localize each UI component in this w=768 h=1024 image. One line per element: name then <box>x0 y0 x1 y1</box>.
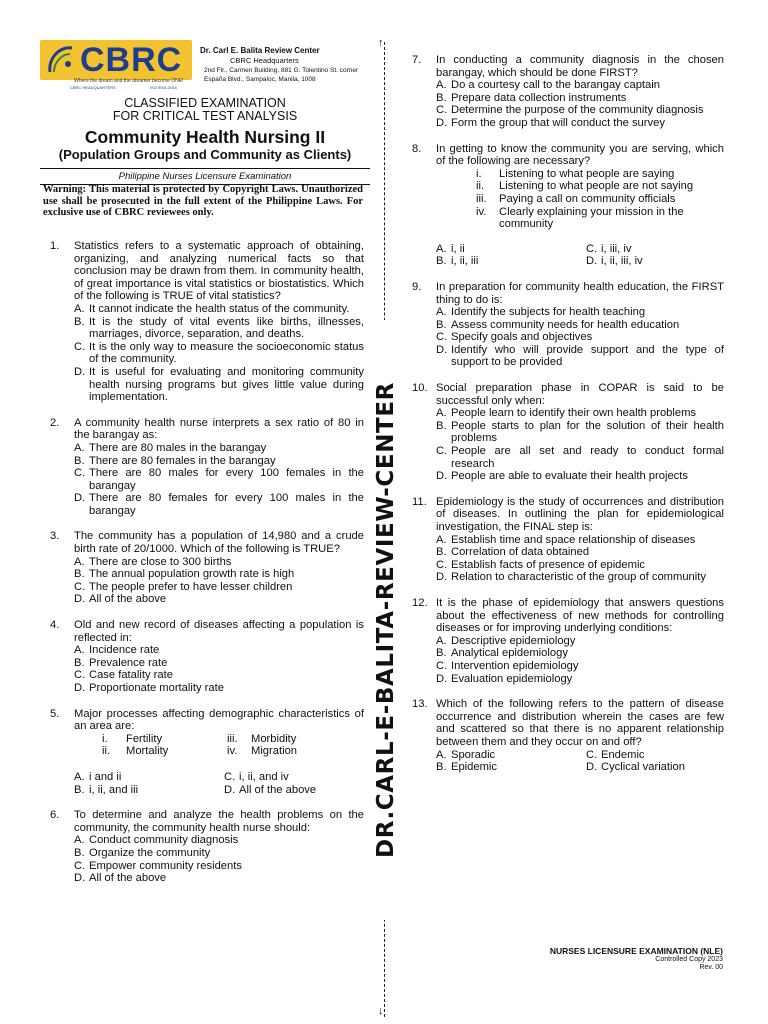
option-letter: C. <box>436 331 448 344</box>
option-letter: B. <box>436 546 447 559</box>
course-title: Community Health Nursing II <box>84 127 326 147</box>
logo-tagline: Where the dream and the dreamer become ONE! <box>74 78 184 84</box>
footer-rev: Rev. 00 <box>699 964 723 971</box>
answer-option <box>586 243 736 256</box>
question-number: 5. <box>50 707 60 720</box>
option-letter: A. <box>74 555 85 568</box>
roman-numeral: iii. <box>227 732 238 745</box>
option-text: All of the above <box>239 783 317 796</box>
option-text: There are 80 males for every 100 females in the barangay <box>89 467 364 492</box>
question-text: In preparation for community health education, the FIRST thing to do is: <box>436 280 724 306</box>
arrow-down-icon: ↓ <box>378 1005 384 1017</box>
option-text: Assess community needs for health education <box>451 318 680 331</box>
answer-option <box>74 568 364 581</box>
option-letter: D. <box>74 492 86 505</box>
option-text: Prepare data collection instruments <box>451 91 627 104</box>
option-letter: B. <box>436 91 447 104</box>
roman-numeral: ii. <box>476 180 485 193</box>
question-item <box>50 240 364 404</box>
question-text: Which of the following refers to the pattern of disease occurrence and distribution wherein the cases are few and scattered so that there is no apparent relationship between them and they occur on and off? <box>436 698 724 748</box>
option-text: Relation to characteristic of the group of community <box>451 571 706 584</box>
option-letter: B. <box>74 568 85 581</box>
answer-option <box>74 669 364 682</box>
roman-item <box>102 733 227 746</box>
option-text: Form the group that will conduct the survey <box>451 116 665 129</box>
title-rule <box>40 168 370 169</box>
question-number: 9. <box>412 280 422 293</box>
answer-option <box>436 761 586 774</box>
question-text: Epidemiology is the study of occurrences and distribution of diseases. In outlining the plan for epidemiological investigation, the FINAL step is: <box>436 495 724 533</box>
question-number: 6. <box>50 809 60 822</box>
answer-option <box>74 872 364 885</box>
question-item <box>412 281 724 369</box>
option-letter: B. <box>436 318 447 331</box>
answer-option <box>436 104 724 117</box>
option-text: Descriptive epidemiology <box>451 634 576 647</box>
option-letter: B. <box>436 761 447 774</box>
roman-numeral: i. <box>476 167 482 180</box>
roman-text: Morbidity <box>251 732 297 745</box>
option-letter: C. <box>74 340 86 353</box>
answer-grid <box>436 749 724 774</box>
option-text: i, ii <box>451 242 465 255</box>
answer-option <box>586 749 736 762</box>
answer-option <box>436 306 724 319</box>
answer-grid <box>74 771 364 796</box>
question-item <box>50 809 364 885</box>
answer-option <box>436 571 724 584</box>
option-text: All of the above <box>89 593 167 606</box>
spacer <box>436 231 724 243</box>
option-text: Epidemic <box>451 761 498 774</box>
answer-option <box>436 559 724 572</box>
footer-exam: NURSES LICENSURE EXAMINATION (NLE) <box>549 946 723 956</box>
option-letter: B. <box>436 255 447 268</box>
question-item <box>412 496 724 584</box>
option-text: Cyclical variation <box>601 761 685 774</box>
option-letter: B. <box>74 454 85 467</box>
option-text: i, ii, iii <box>451 255 479 268</box>
option-letter: C. <box>436 104 448 117</box>
option-letter: D. <box>436 672 448 685</box>
roman-text: Listening to what people are saying <box>499 167 675 180</box>
question-item <box>50 530 364 606</box>
answer-option <box>436 673 724 686</box>
answer-option <box>74 682 364 695</box>
option-letter: A. <box>436 306 447 319</box>
question-number: 8. <box>412 142 422 155</box>
option-text: Establish facts of presence of epidemic <box>451 558 646 571</box>
answer-option <box>436 749 586 762</box>
option-text: There are close to 300 births <box>89 555 232 568</box>
answer-option <box>436 420 724 445</box>
option-letter: D. <box>436 571 448 584</box>
option-letter: D. <box>74 365 86 378</box>
center-info <box>196 46 381 84</box>
option-text: i, ii, and iii <box>89 783 139 796</box>
option-letter: A. <box>74 770 85 783</box>
logo-swirl-icon <box>46 44 76 76</box>
option-text: i, ii, and iv <box>239 770 289 783</box>
answer-option <box>74 834 364 847</box>
option-text: People starts to plan for the solution of their health problems <box>451 419 724 445</box>
answer-option <box>436 243 586 256</box>
option-text: It is the study of vital events like births, illnesses, marriages, divorce, separation, and deaths. <box>89 315 364 341</box>
question-number: 10. <box>412 382 428 395</box>
question-item <box>412 597 724 685</box>
roman-text: Migration <box>251 745 298 758</box>
question-text: Major processes affecting demographic characteristics of an area are: <box>74 707 364 733</box>
option-letter: C. <box>224 770 236 783</box>
question-item <box>412 54 724 130</box>
option-text: i, ii, iii, iv <box>601 255 643 268</box>
option-text: All of the above <box>89 872 167 885</box>
question-item <box>50 708 364 797</box>
option-letter: A. <box>436 533 447 546</box>
answer-option <box>436 647 724 660</box>
question-text: The community has a population of 14,980 and a crude birth rate of 20/1000. Which of the following is TRUE? <box>74 530 364 556</box>
roman-numeral: iii. <box>476 192 487 205</box>
answer-option <box>74 771 224 784</box>
roman-numeral: i. <box>102 732 108 745</box>
option-letter: C. <box>74 669 86 682</box>
option-letter: B. <box>74 656 85 669</box>
answer-option <box>74 442 364 455</box>
option-text: Correlation of data obtained <box>451 546 590 559</box>
arrow-up-icon: ↑ <box>378 37 384 49</box>
answer-option <box>436 635 724 648</box>
question-text: Statistics refers to a systematic approach of obtaining, organizing, and analyzing numerical facts so that conclusion may be drawn from them. In community health, of great importance is vital statistics or biostatistics. Which of the following is TRUE of vital statistics? <box>74 240 364 303</box>
roman-numeral: iv. <box>227 745 238 758</box>
option-letter: C. <box>436 659 448 672</box>
option-letter: A. <box>436 407 447 420</box>
option-letter: D. <box>74 593 86 606</box>
option-letter: D. <box>436 343 448 356</box>
course-subtitle: (Population Groups and Community as Clients) <box>58 147 352 162</box>
option-letter: C. <box>436 558 448 571</box>
roman-item <box>227 745 377 758</box>
option-text: The annual population growth rate is high <box>89 568 295 581</box>
question-item <box>412 143 724 268</box>
question-number: 11. <box>412 495 427 508</box>
answer-option <box>74 455 364 468</box>
option-text: There are 80 males in the barangay <box>89 441 267 454</box>
logo-foot-right: ISO 9001:2015 <box>150 85 177 90</box>
answer-option <box>436 407 724 420</box>
cbrc-logo <box>40 40 192 90</box>
answer-option <box>74 467 364 492</box>
option-text: Endemic <box>601 748 645 761</box>
question-item <box>50 417 364 518</box>
option-letter: D. <box>436 470 448 483</box>
roman-text: Clearly explaining your mission in the community <box>499 205 684 231</box>
answer-option <box>74 657 364 670</box>
left-column <box>50 240 364 885</box>
answer-option <box>74 784 224 797</box>
option-text: Do a courtesy call to the barangay captain <box>451 79 660 92</box>
center-name: Dr. Carl E. Balita Review Center <box>200 46 320 55</box>
roman-item <box>436 180 724 193</box>
option-letter: B. <box>74 783 85 796</box>
answer-option <box>74 303 364 316</box>
option-text: Incidence rate <box>89 644 160 657</box>
option-text: Organize the community <box>89 846 211 859</box>
option-text: Prevalence rate <box>89 656 168 669</box>
title-block <box>40 97 370 185</box>
answer-option <box>224 771 374 784</box>
answer-option <box>436 470 724 483</box>
option-letter: C. <box>436 445 448 458</box>
answer-option <box>586 761 736 774</box>
answer-option <box>74 316 364 341</box>
option-text: It cannot indicate the health status of the community. <box>89 302 350 315</box>
option-text: People learn to identify their own health problems <box>451 407 697 420</box>
option-letter: C. <box>586 748 598 761</box>
roman-numeral: iv. <box>476 205 487 218</box>
roman-numeral: ii. <box>102 745 111 758</box>
question-text: Social preparation phase in COPAR is said to be successful only when: <box>436 382 724 407</box>
question-item <box>412 382 724 483</box>
option-letter: D. <box>586 761 598 774</box>
option-text: Proportionate mortality rate <box>89 682 224 694</box>
roman-item <box>436 206 724 231</box>
option-text: Sporadic <box>451 748 496 761</box>
option-text: There are 80 females in the barangay <box>89 454 276 467</box>
question-text: In getting to know the community you are serving, which of the following are necessary? <box>436 142 724 168</box>
option-letter: D. <box>586 255 598 268</box>
option-text: There are 80 females for every 100 males in the barangay <box>89 492 364 517</box>
spacer <box>74 758 364 771</box>
center-address: 2nd Flr., Carmen Building, 881 G. Tolentino St. corner España Blvd., Sampaloc, Manila, 1008 <box>204 67 359 83</box>
option-letter: A. <box>74 302 85 315</box>
option-text: People are able to evaluate their health projects <box>451 470 688 483</box>
answer-option <box>74 644 364 657</box>
answer-option <box>74 860 364 873</box>
answer-option <box>436 117 724 130</box>
answer-option <box>586 255 736 268</box>
question-number: 12. <box>412 596 428 609</box>
option-text: It is useful for evaluating and monitoring community health nursing programs but gives little value during implementation. <box>89 365 364 404</box>
option-text: Empower community residents <box>89 859 242 872</box>
center-hq: CBRC Headquarters <box>230 56 299 65</box>
exam-name: Philippine Nurses Licensure Examination <box>118 171 292 182</box>
option-letter: A. <box>436 634 447 647</box>
answer-option <box>436 344 724 369</box>
option-text: People are all set and ready to conduct formal research <box>451 445 724 470</box>
roman-text: Listening to what people are not saying <box>499 180 694 193</box>
answer-option <box>74 847 364 860</box>
answer-option <box>436 331 724 344</box>
option-text: Conduct community diagnosis <box>89 834 239 847</box>
logo-text: CBRC <box>80 41 183 79</box>
option-letter: B. <box>436 647 447 660</box>
question-number: 3. <box>50 530 60 543</box>
roman-item <box>436 193 724 206</box>
roman-text: Fertility <box>126 732 163 745</box>
question-number: 2. <box>50 416 60 429</box>
option-letter: A. <box>74 834 85 847</box>
title-line-2: FOR CRITICAL TEST ANALYSIS <box>112 109 298 123</box>
roman-text: Paying a call on community officials <box>499 192 676 205</box>
answer-option <box>436 92 724 105</box>
roman-item <box>102 745 227 758</box>
answer-option <box>74 341 364 366</box>
option-letter: D. <box>436 116 448 129</box>
option-letter: B. <box>436 419 447 432</box>
option-text: i and ii <box>89 770 122 783</box>
answer-option <box>436 319 724 332</box>
roman-item <box>436 168 724 181</box>
option-text: Establish time and space relationship of diseases <box>451 533 696 546</box>
roman-text: Mortality <box>126 745 169 758</box>
option-text: Analytical epidemiology <box>451 647 568 660</box>
option-text: Evaluation epidemiology <box>451 672 573 685</box>
option-letter: B. <box>74 315 85 328</box>
question-text: Old and new record of diseases affecting a population is reflected in: <box>74 619 364 644</box>
option-letter: C. <box>74 859 86 872</box>
option-letter: C. <box>74 467 86 480</box>
option-letter: A. <box>436 79 447 92</box>
answer-option <box>74 581 364 594</box>
answer-option <box>436 660 724 673</box>
right-column <box>412 54 724 774</box>
option-text: Intervention epidemiology <box>451 659 579 672</box>
option-letter: A. <box>74 441 85 454</box>
answer-option <box>74 556 364 569</box>
option-letter: A. <box>74 644 85 657</box>
option-text: Determine the purpose of the community diagnosis <box>451 104 704 117</box>
roman-item <box>227 733 377 746</box>
answer-option <box>224 784 374 797</box>
copyright-warning: Warning: This material is protected by Copyright Laws. Unauthorized use shall be prosecuted in the full extent of the Philippine Laws. For exclusive use of CBRC reviewees only. <box>43 184 363 218</box>
question-text: In conducting a community diagnosis in the chosen barangay, which should be done FIRST? <box>436 54 724 79</box>
option-text: The people prefer to have lesser children <box>89 580 293 593</box>
option-letter: D. <box>74 682 86 694</box>
option-letter: D. <box>74 872 86 885</box>
question-text: To determine and analyze the health problems on the community, the community health nurse should: <box>74 809 364 834</box>
footer-copy: Controlled Copy 2023 <box>655 956 723 963</box>
option-text: Identify who will provide support and the type of support to be provided <box>451 343 724 369</box>
question-number: 1. <box>50 240 60 252</box>
question-number: 13. <box>412 698 428 711</box>
answer-grid <box>436 243 724 268</box>
option-letter: C. <box>586 242 598 255</box>
option-letter: A. <box>436 242 447 255</box>
question-text: A community health nurse interprets a sex ratio of 80 in the barangay as: <box>74 416 364 442</box>
option-letter: B. <box>74 846 85 859</box>
option-text: Case fatality rate <box>89 669 173 682</box>
option-text: i, iii, iv <box>601 242 632 255</box>
answer-option <box>436 445 724 470</box>
question-number: 4. <box>50 619 60 632</box>
title-line-1: CLASSIFIED EXAMINATION <box>124 96 286 110</box>
logo-foot-left: CBRC HEADQUARTERS <box>70 85 116 90</box>
question-text: It is the phase of epidemiology that answers questions about the effectiveness of new methods for controlling diseases or for improving underlying conditions: <box>436 596 724 635</box>
answer-option <box>436 534 724 547</box>
option-letter: C. <box>74 580 86 593</box>
answer-option <box>436 79 724 92</box>
question-number: 7. <box>412 54 422 66</box>
header <box>40 40 370 92</box>
option-text: Specify goals and objectives <box>451 331 593 344</box>
option-text: It is the only way to measure the socioeconomic status of the community. <box>89 340 364 366</box>
option-letter: A. <box>436 748 447 761</box>
answer-option <box>74 366 364 404</box>
question-item <box>412 698 724 774</box>
roman-grid <box>74 733 364 758</box>
question-item <box>50 619 364 695</box>
divider-vertical-text: DR.CARL-E-BALITA-REVIEW-CENTER <box>371 320 401 920</box>
option-letter: D. <box>224 783 236 796</box>
option-text: Identify the subjects for health teaching <box>451 306 646 319</box>
footer <box>550 946 723 972</box>
answer-option <box>74 492 364 517</box>
answer-option <box>74 593 364 606</box>
answer-option <box>436 546 724 559</box>
answer-option <box>436 255 586 268</box>
